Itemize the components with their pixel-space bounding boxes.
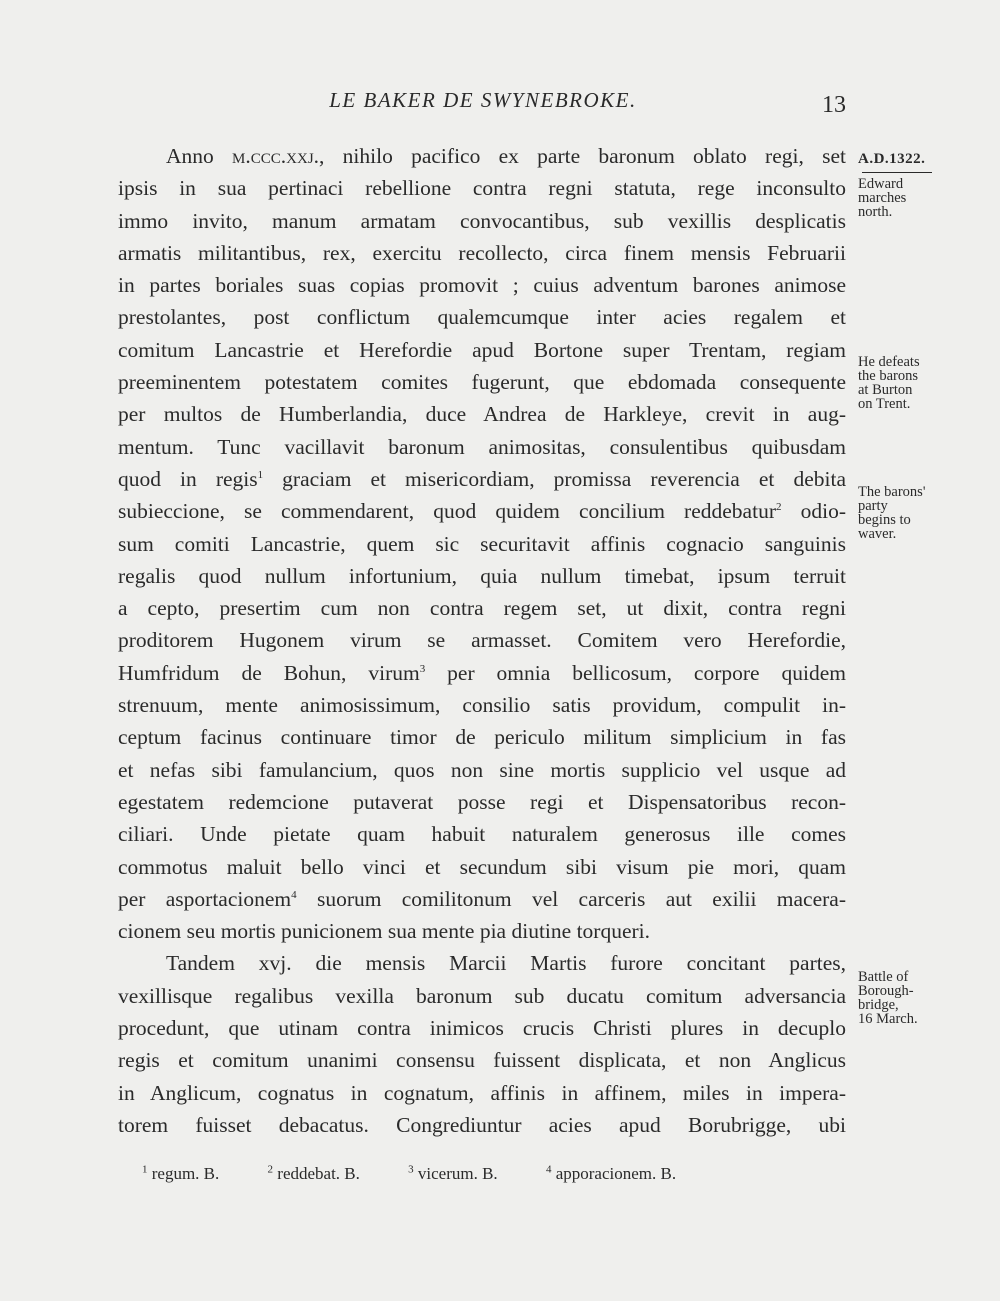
text-line: in partes boriales suas copias promovit ; cuius adventum barones animose	[118, 273, 846, 298]
text-line: regalis quod nullum infortunium, quia nullum timebat, ipsum terruit	[118, 563, 846, 588]
text-line: comitum Lancastrie et Herefordie apud Bortone super Trentam, regiam	[118, 337, 846, 362]
main-text	[118, 140, 846, 1141]
text-line: per multos de Humberlandia, duce Andrea de Harkleye, crevit in aug-	[118, 402, 846, 427]
text-line: ipsis in sua pertinaci rebellione contra regni statuta, rege inconsulto	[118, 176, 846, 201]
footnotes	[142, 1164, 720, 1184]
text-line: regis et comitum unanimi consensu fuissent displicata, et non Anglicus	[118, 1048, 846, 1073]
page-number: 13	[822, 92, 846, 118]
footnote: $^2$ reddebat. B.	[267, 1163, 360, 1183]
text-line: a cepto, presertim cum non contra regem set, ut dixit, contra regni	[118, 596, 846, 621]
text-line: et nefas sibi famulancium, quos non sine mortis supplicio vel usque ad	[118, 757, 846, 782]
text-line: preeminentem potestatem comites fugerunt, que ebdomada consequente	[118, 370, 846, 395]
footnote: $^3$ vicerum. B.	[408, 1163, 498, 1183]
text-line: per asportacionem$^4$ suorum comilitonum vel carceris aut exilii macera-	[118, 886, 846, 911]
text-line: in Anglicum, cognatus in cognatum, affinis in affinem, miles in impera-	[118, 1080, 846, 1105]
text-line: procedunt, que utinam contra inimicos crucis Christi plures in decuplo	[118, 1016, 846, 1041]
text-line: cionem seu mortis punicionem sua mente pia diutine torqueri.	[118, 919, 650, 944]
running-title: LE BAKER DE SWYNEBROKE.	[329, 88, 637, 112]
footnote-mark: 4	[291, 888, 297, 901]
text-line: quod in regis$^1$ graciam et misericordiam, promissa reverencia et debita	[118, 466, 846, 491]
text-line: Tandem xvj. die mensis Marcii Martis furore concitant partes,	[166, 951, 846, 976]
text-line: subieccione, se commendarent, quod quidem concilium reddebatur$^2$ odio-	[118, 499, 846, 524]
text-line: prestolantes, post conflictum qualemcumque inter acies regalem et	[118, 305, 846, 330]
margin-rule	[862, 172, 932, 173]
text-line: ceptum facinus continuare timor de periculo militum simplicium in fas	[118, 725, 846, 750]
text-line: ciliari. Unde pietate quam habuit naturalem generosus ille comes	[118, 822, 846, 847]
text-line: commotus maluit bello vinci et secundum sibi visum pie mori, quam	[118, 854, 846, 879]
text-line: sum comiti Lancastrie, quem sic securitavit affinis cognacio sanguinis	[118, 531, 846, 556]
footnote: $^4$ apporacionem. B.	[545, 1163, 677, 1183]
footnote-mark: 3	[419, 662, 426, 675]
footnote: $^1$ regum. B.	[142, 1163, 220, 1183]
margin-note-date: A.D.1322. Edward marches north.	[858, 152, 932, 219]
text-line: Humfridum de Bohun, virum$^3$ per omnia bellicosum, corpore quidem	[118, 660, 846, 685]
footnote-mark: 1	[257, 468, 264, 481]
margin-note-boroughbridge: Battle of Borough- bridge, 16 March.	[858, 969, 918, 1027]
text-line: Anno m.ccc.xxj., nihilo pacifico ex parte baronum oblato regi, set	[166, 144, 847, 168]
text-line: proditorem Hugonem virum se armasset. Comitem vero Herefordie,	[118, 628, 846, 653]
text-line: vexillisque regalibus vexilla baronum sub ducatu comitum adversancia	[118, 983, 846, 1008]
text-line: egestatem redemcione putaverat posse regi et Dispensatoribus recon-	[118, 789, 846, 814]
text-line: torem fuisset debacatus. Congrediuntur acies apud Borubrigge, ubi	[118, 1112, 846, 1137]
text-line: mentum. Tunc vacillavit baronum animositas, consulentibus quibusdam	[118, 434, 846, 459]
text-line: strenuum, mente animosissimum, consilio satis providum, compulit in-	[118, 693, 846, 718]
margin-note-burton: He defeats the barons at Burton on Trent.	[858, 354, 920, 412]
margin-note-waver: The barons' party begins to waver.	[858, 484, 926, 542]
footnote-mark: 2	[775, 501, 782, 514]
text-line: armatis militantibus, rex, exercitu recollecto, circa finem mensis Februarii	[118, 240, 846, 265]
text-line: immo invito, manum armatam convocantibus, sub vexillis desplicatis	[118, 208, 846, 233]
